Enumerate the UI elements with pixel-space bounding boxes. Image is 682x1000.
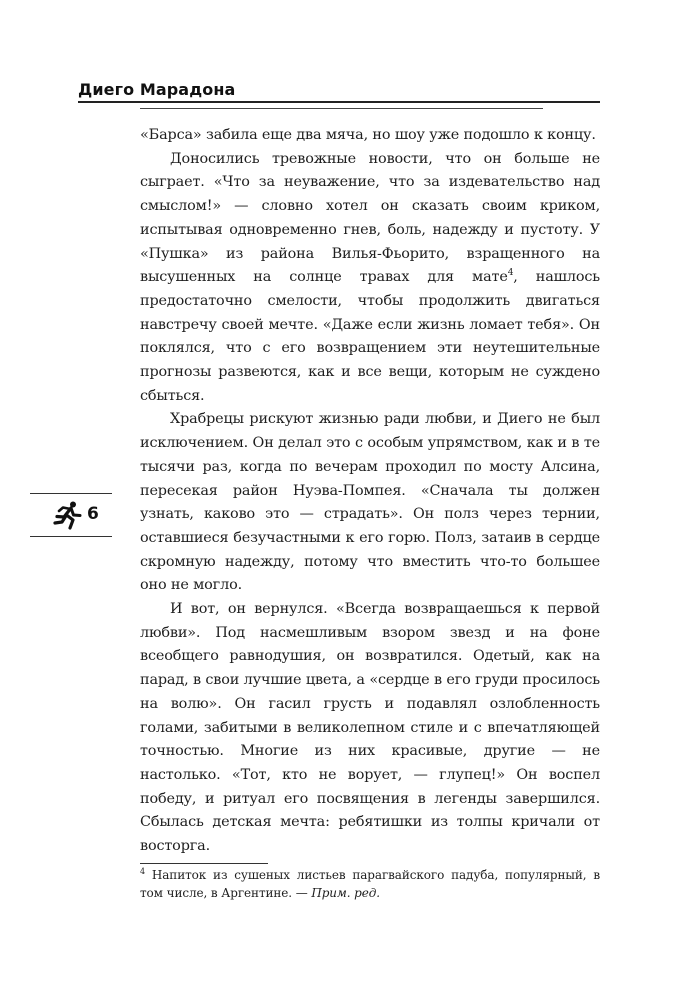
footnote-rule bbox=[140, 863, 268, 864]
body-text bbox=[140, 124, 600, 859]
page-number: 6 bbox=[87, 504, 99, 524]
header-subrule bbox=[140, 108, 543, 109]
paragraph-3: Храбрецы рискуют жизнью ради любви, и Диего не был исключением. Он делал это с особым упрямством, как и в те тысячи раз, когда по вечерам проходил по мосту Алсина, пересекая район Нуэва-Помпея. «Сначала ты должен узнать, каково это — страдать». Он полз через тернии, оставшиеся безучастными к его горю. Полз, затаив в сердце скромную надежду, потому что вместить что-то большее оно не могло. bbox=[140, 411, 600, 594]
footnote-number: 4 bbox=[140, 867, 145, 876]
footnote-reference: 4 bbox=[507, 268, 514, 279]
paragraph-2 bbox=[140, 148, 600, 409]
footnote-editor-note: Прим. ред. bbox=[311, 886, 380, 900]
page-marker-line-top bbox=[30, 493, 112, 494]
header-rule bbox=[78, 101, 600, 103]
footnote-text: Напиток из сушеных листьев парагвайского падуба, популярный, в том числе, в Аргентине. — bbox=[140, 868, 600, 900]
paragraph-2-text-b: , нашлось предостаточно смелости, чтобы продолжить двигаться навстречу своей мечте. «Даже если жизнь ломает тебя». Он поклялся, что с его возвращением эти неутешительные прогнозы развеются, как и все вещи, которым не суждено сбыться. bbox=[140, 269, 600, 404]
header-title: Диего Марадона bbox=[78, 80, 236, 99]
paragraph-1: «Барса» забила еще два мяча, но шоу уже подошло к концу. bbox=[140, 127, 596, 143]
paragraph-2-text-a: Доносились тревожные новости, что он больше не сыграет. «Что за неуважение, что за издевательство над смыслом!» — словно хотел он сказать своим криком, испытывая одновременно гнев, боль, надежду и пустоту. У «Пушка» из района Вилья-Фьорито, взращенного на высушенных на солнце травах для мате bbox=[140, 150, 600, 286]
runner-icon bbox=[53, 500, 83, 530]
paragraph-4: И вот, он вернулся. «Всегда возвращаешься к первой любви». Под насмешливым взором звезд и на фоне всеобщего равнодушия, он возвратился. Одетый, как на парад, в свои лучшие цвета, а «сердце в его груди просилось на волю». Он гасил грусть и подавлял озлобленность голами, забитыми в великолепном стиле и с впечатляющей точностью. Многие из них красивые, другие — не настолько. «Тот, кто не ворует, — глупец!» Он воспел победу, и ритуал его посвящения в легенды завершился. Сбылась детская мечта: ребятишки из толпы кричали от восторга. bbox=[140, 601, 600, 855]
footnote bbox=[140, 866, 600, 902]
page-marker-line-bottom bbox=[30, 536, 112, 537]
